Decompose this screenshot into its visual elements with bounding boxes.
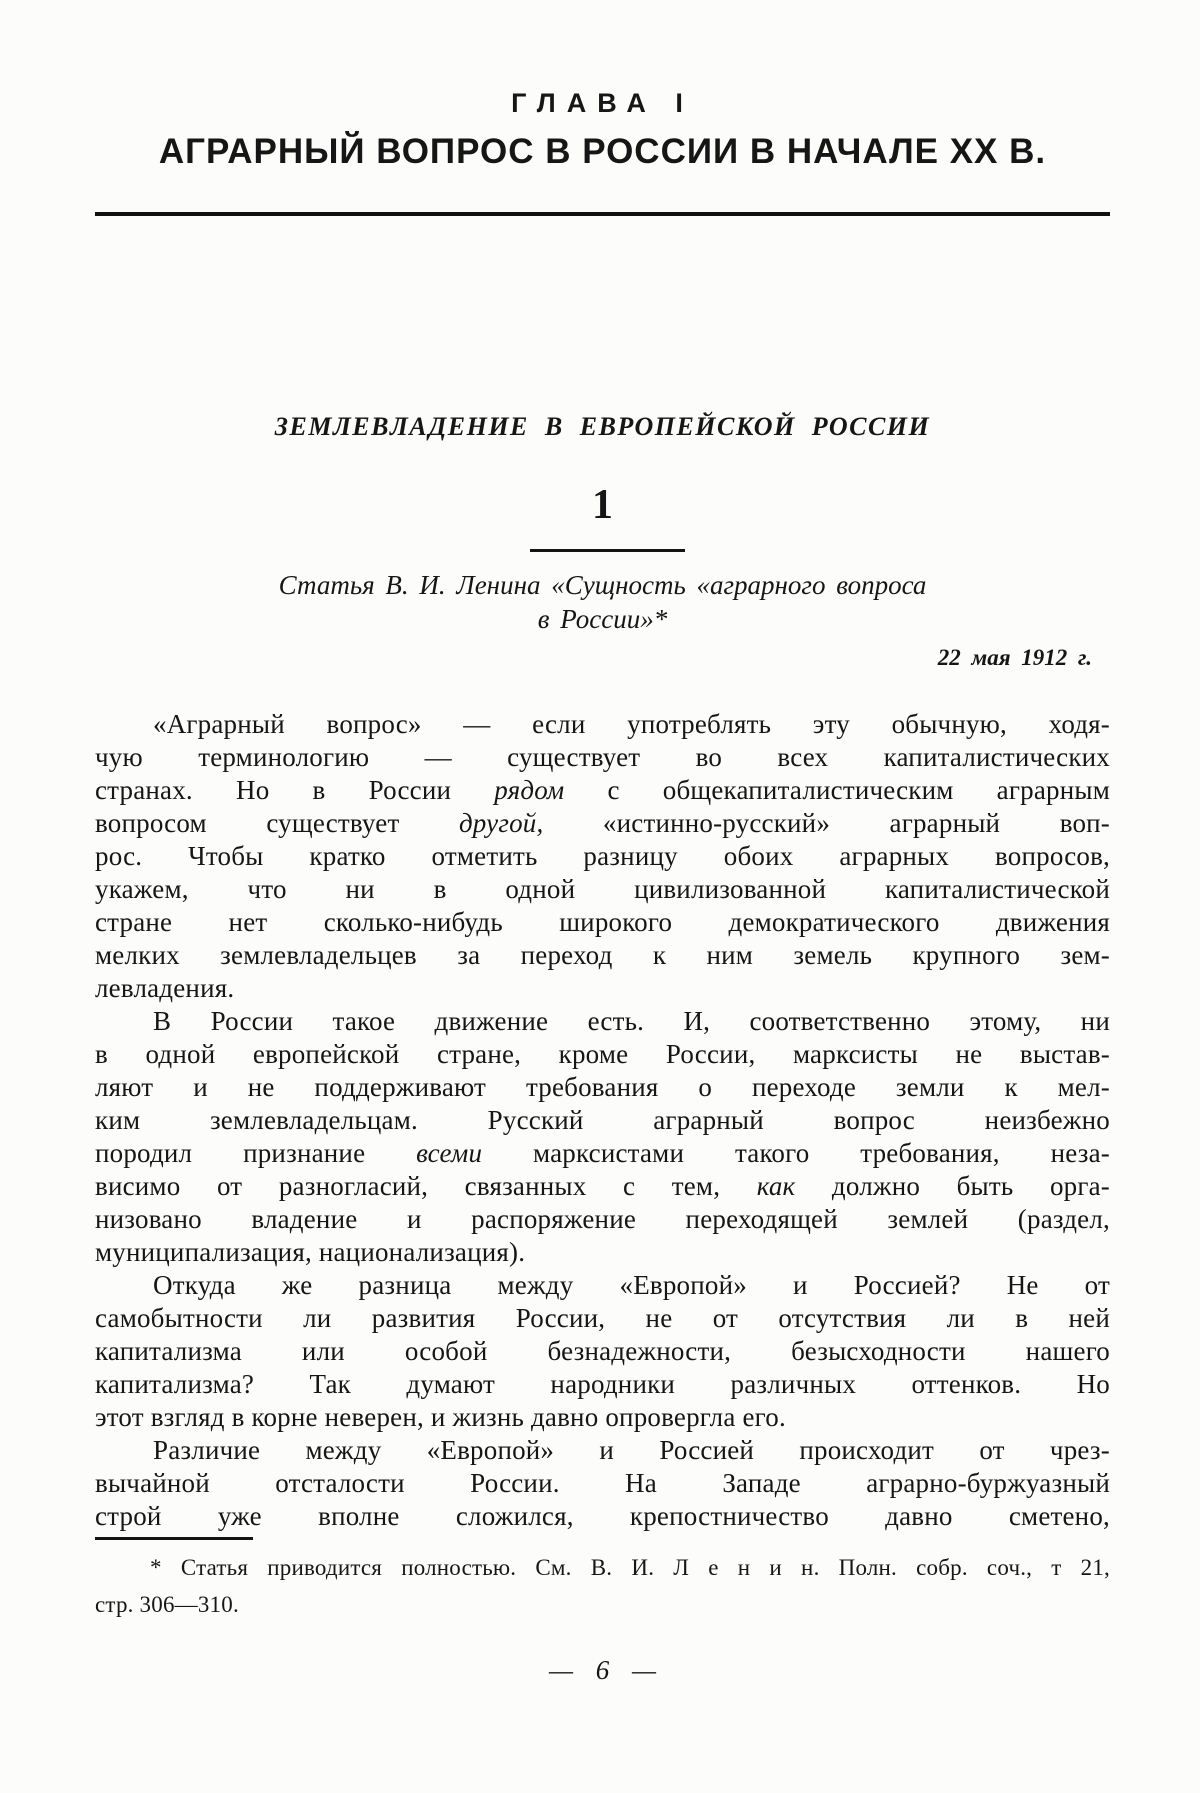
text-line [95, 741, 1110, 774]
text-line [95, 1104, 1110, 1137]
emphasized-text: рядом [494, 775, 565, 805]
text-run: Откуда же разница между «Европой» и Россией? Не от [153, 1270, 1110, 1300]
text-run: стране нет сколько-нибудь широкого демократического движения [95, 907, 1110, 937]
text-line [95, 1335, 1110, 1368]
text-line [95, 1401, 1110, 1434]
emphasized-text: как [756, 1171, 796, 1201]
paragraph [95, 1549, 1110, 1623]
section-number-rule [530, 549, 685, 552]
text-line [95, 1137, 1110, 1170]
title-rule [95, 212, 1110, 216]
text-line [95, 1434, 1110, 1467]
text-line [95, 873, 1110, 906]
text-run: капитализма? Так думают народники различных оттенков. Но [95, 1369, 1110, 1399]
text-line [95, 1269, 1110, 1302]
text-run: вычайной отсталости России. На Западе аграрно-буржуазный [95, 1468, 1110, 1498]
text-run: левладения. [95, 973, 235, 1003]
text-run: должно быть орга- [795, 1171, 1110, 1201]
text-run: в одной европейской стране, кроме России, марксисты не выстав- [95, 1039, 1110, 1069]
text-line [95, 972, 1110, 1005]
text-line [95, 1203, 1110, 1236]
text-line [95, 1586, 1110, 1623]
text-line [95, 1467, 1110, 1500]
text-line [95, 807, 1110, 840]
text-run: стр. 306—310. [95, 1592, 239, 1617]
text-line [95, 1236, 1110, 1269]
text-run: висимо от разногласий, связанных с тем, [95, 1171, 757, 1201]
text-line [95, 774, 1110, 807]
paragraph [95, 1434, 1110, 1533]
text-line [95, 1071, 1110, 1104]
text-line [95, 1500, 1110, 1533]
section-number: 1 [592, 482, 613, 528]
text-line [95, 840, 1110, 873]
text-run: «Аграрный вопрос» — если употреблять эту обычную, ходя- [153, 709, 1110, 739]
section-heading: ЗЕМЛЕВЛАДЕНИЕ В ЕВРОПЕЙСКОЙ РОССИИ [274, 412, 931, 441]
article-title-line-1: Статья В. И. Ленина «Сущность «аграрного вопроса [278, 570, 927, 600]
paragraph [95, 1269, 1110, 1434]
text-run: строй уже вполне сложился, крепостничество давно сметено, [95, 1501, 1110, 1531]
text-line [95, 1368, 1110, 1401]
text-line [95, 1038, 1110, 1071]
text-run: В России такое движение есть. И, соответственно этому, ни [153, 1006, 1110, 1036]
footnote [95, 1549, 1110, 1623]
text-run: породил признание [95, 1138, 417, 1168]
text-line [95, 1170, 1110, 1203]
text-run: рос. Чтобы кратко отметить разницу обоих аграрных вопросов, [95, 841, 1110, 871]
text-run: «истинно-русский» аграрный воп- [543, 808, 1111, 838]
text-line [95, 906, 1110, 939]
text-run: Различие между «Европой» и Россией происходит от чрез- [153, 1435, 1110, 1465]
text-run: укажем, что ни в одной цивилизованной капиталистической [95, 874, 1110, 904]
emphasized-text: всеми [416, 1138, 483, 1168]
footnote-rule [95, 1537, 253, 1540]
text-run: с общекапиталистическим аграрным [564, 775, 1110, 805]
text-run: ляют и не поддерживают требования о переходе земли к мел- [95, 1072, 1110, 1102]
article-title-line-2: в России»* [537, 604, 668, 634]
text-run: мелких землевладельцев за переход к ним земель крупного зем- [95, 940, 1110, 970]
article-title [95, 568, 1110, 636]
dateline: 22 мая 1912 г. [937, 645, 1092, 670]
text-run: марксистами такого требования, неза- [482, 1138, 1110, 1168]
text-run: чую терминологию — существует во всех капиталистических [95, 742, 1110, 772]
emphasized-text: другой, [458, 808, 544, 838]
text-run: ким землевладельцам. Русский аграрный вопрос неизбежно [95, 1105, 1110, 1135]
text-run: странах. Но в России [95, 775, 495, 805]
text-run: низовано владение и распоряжение переходящей землей (раздел, [95, 1204, 1110, 1234]
body-text [95, 708, 1110, 1533]
text-line [95, 1302, 1110, 1335]
text-line [95, 1005, 1110, 1038]
chapter-title: АГРАРНЫЙ ВОПРОС В РОССИИ В НАЧАЛЕ XX В. [158, 132, 1047, 171]
text-line [95, 1549, 1110, 1586]
page-number: — 6 — [548, 1655, 656, 1685]
text-run: * Статья приводится полностью. См. В. И. Л е н и н. Полн. собр. соч., т 21, [150, 1555, 1110, 1580]
text-run: капитализма или особой безнадежности, безысходности нашего [95, 1336, 1110, 1366]
text-run: вопросом существует [95, 808, 459, 838]
text-run: самобытности ли развития России, не от отсутствия ли в ней [95, 1303, 1110, 1333]
paragraph [95, 1005, 1110, 1269]
chapter-label: ГЛАВА I [511, 88, 694, 118]
text-run: муниципализация, национализация). [95, 1237, 526, 1267]
text-line [95, 939, 1110, 972]
text-line [95, 708, 1110, 741]
text-run: этот взгляд в корне неверен, и жизнь давно опровергла его. [95, 1402, 786, 1432]
paragraph [95, 708, 1110, 1005]
